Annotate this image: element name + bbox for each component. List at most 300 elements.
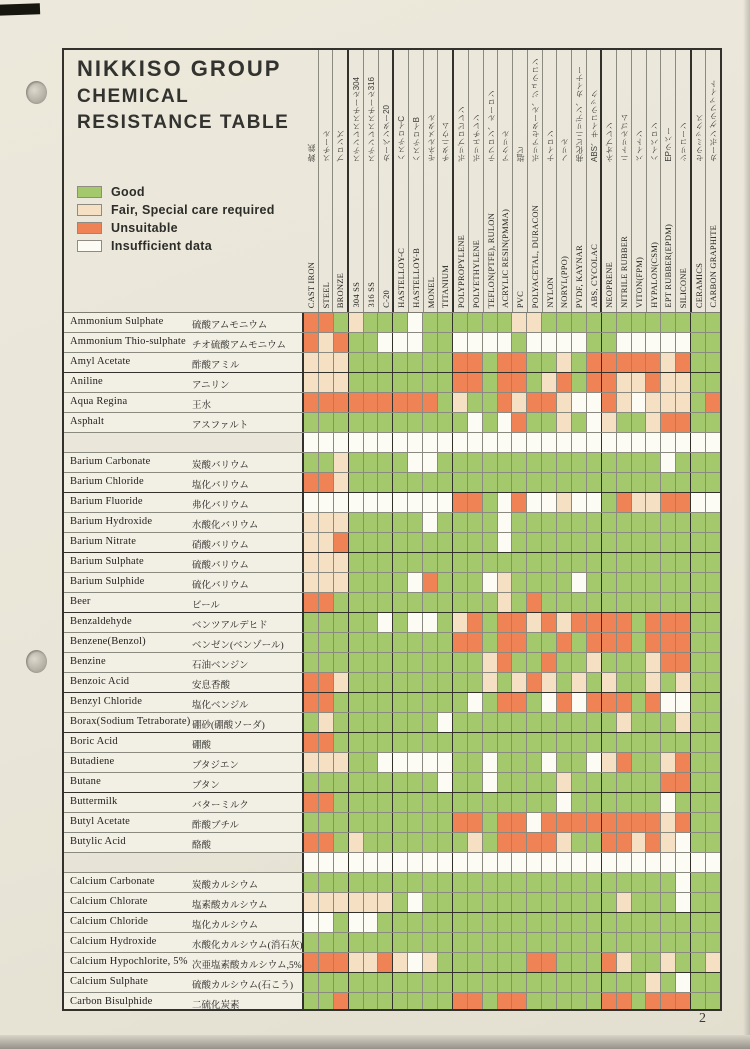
- resistance-cell: [706, 973, 720, 992]
- resistance-cell: [617, 873, 632, 892]
- resistance-cell: [468, 493, 483, 512]
- resistance-cell: [661, 733, 676, 752]
- row-label: [64, 533, 304, 552]
- scan-edge-shadow-bottom: [0, 1035, 750, 1049]
- resistance-cell: [468, 333, 483, 352]
- resistance-cell: [378, 393, 393, 412]
- resistance-cell: [319, 813, 334, 832]
- resistance-cell: [334, 693, 349, 712]
- resistance-cell: [706, 613, 720, 632]
- resistance-cell: [602, 613, 617, 632]
- column-label-en: STEEL: [320, 281, 331, 308]
- resistance-cell: [646, 933, 661, 952]
- resistance-cell: [498, 973, 513, 992]
- table-row: [64, 653, 720, 673]
- resistance-cell: [632, 533, 647, 552]
- resistance-cell: [304, 393, 319, 412]
- chemical-name-en: Butadiene: [70, 756, 115, 767]
- resistance-cell: [602, 833, 617, 852]
- resistance-cell: [334, 853, 349, 872]
- resistance-cell: [572, 973, 587, 992]
- resistance-cell: [393, 413, 408, 432]
- resistance-cell: [393, 933, 408, 952]
- resistance-cell: [483, 953, 498, 972]
- resistance-cell: [572, 413, 587, 432]
- table-row: [64, 993, 720, 1009]
- resistance-cell: [661, 453, 676, 472]
- resistance-cell: [632, 733, 647, 752]
- resistance-cell: [587, 473, 602, 492]
- resistance-cell: [453, 513, 468, 532]
- resistance-cell: [706, 373, 720, 392]
- resistance-cell: [423, 513, 438, 532]
- resistance-cell: [498, 693, 513, 712]
- resistance-cell: [334, 493, 349, 512]
- table-row: [64, 973, 720, 993]
- legend-label: Good: [111, 185, 145, 199]
- column-label-en: VITON(FPM): [633, 257, 644, 308]
- resistance-cell: [304, 613, 319, 632]
- resistance-cell: [319, 593, 334, 612]
- column-header: [394, 50, 409, 312]
- resistance-cell: [527, 873, 542, 892]
- column-header: [706, 50, 720, 312]
- resistance-cell: [602, 593, 617, 612]
- resistance-cell: [438, 753, 453, 772]
- resistance-cell: [527, 673, 542, 692]
- column-header: [602, 50, 617, 312]
- resistance-cell: [423, 913, 438, 932]
- column-label-jp: ハステロイC: [397, 116, 407, 162]
- resistance-cell: [676, 493, 691, 512]
- resistance-cell: [661, 993, 676, 1009]
- resistance-cell: [527, 593, 542, 612]
- resistance-cell: [498, 513, 513, 532]
- resistance-cell: [676, 613, 691, 632]
- resistance-cell: [632, 833, 647, 852]
- resistance-cell: [304, 693, 319, 712]
- row-label: [64, 413, 304, 432]
- resistance-cell: [453, 813, 468, 832]
- resistance-cell: [438, 393, 453, 412]
- resistance-cell: [602, 853, 617, 872]
- chemical-name-en: Benzaldehyde: [70, 616, 132, 627]
- resistance-cell: [602, 633, 617, 652]
- resistance-cell: [706, 673, 720, 692]
- table-row: [64, 513, 720, 533]
- column-label-jp: シリコーン: [678, 122, 688, 162]
- resistance-cell: [542, 713, 557, 732]
- resistance-cell: [646, 893, 661, 912]
- resistance-cell: [587, 493, 602, 512]
- resistance-cell: [334, 973, 349, 992]
- resistance-cell: [646, 373, 661, 392]
- resistance-cell: [691, 493, 706, 512]
- resistance-cell: [602, 473, 617, 492]
- resistance-cell: [617, 553, 632, 572]
- resistance-cell: [334, 813, 349, 832]
- resistance-cell: [468, 753, 483, 772]
- resistance-cell: [468, 993, 483, 1009]
- resistance-cell: [572, 913, 587, 932]
- resistance-cell: [572, 753, 587, 772]
- resistance-cell: [646, 693, 661, 712]
- resistance-cell: [527, 453, 542, 472]
- resistance-cell: [691, 853, 706, 872]
- resistance-cell: [423, 673, 438, 692]
- row-label: [64, 753, 304, 772]
- resistance-cell: [557, 653, 572, 672]
- resistance-cell: [706, 813, 720, 832]
- resistance-cell: [646, 313, 661, 332]
- resistance-cell: [319, 793, 334, 812]
- resistance-cell: [587, 673, 602, 692]
- column-label-en: MONEL: [425, 276, 436, 308]
- chemical-name-en: Borax(Sodium Tetraborate): [70, 716, 191, 727]
- resistance-cell: [468, 613, 483, 632]
- chemical-name-en: Carbon Bisulphide: [70, 996, 153, 1007]
- resistance-cell: [408, 393, 423, 412]
- resistance-cell: [498, 593, 513, 612]
- resistance-cell: [542, 733, 557, 752]
- resistance-cell: [572, 473, 587, 492]
- resistance-cell: [632, 913, 647, 932]
- resistance-cell: [617, 973, 632, 992]
- row-label: [64, 313, 304, 332]
- resistance-cell: [632, 953, 647, 972]
- resistance-cell: [378, 973, 393, 992]
- resistance-cell: [319, 873, 334, 892]
- resistance-cell: [587, 913, 602, 932]
- resistance-cell: [349, 733, 364, 752]
- resistance-cell: [408, 573, 423, 592]
- resistance-cell: [587, 653, 602, 672]
- punch-hole: [26, 81, 47, 104]
- resistance-cell: [557, 893, 572, 912]
- resistance-cell: [632, 333, 647, 352]
- resistance-cell: [527, 433, 542, 452]
- resistance-cell: [646, 473, 661, 492]
- resistance-cell: [438, 313, 453, 332]
- resistance-cell: [483, 833, 498, 852]
- resistance-cell: [632, 573, 647, 592]
- resistance-cell: [408, 953, 423, 972]
- resistance-cell: [527, 893, 542, 912]
- resistance-cell: [334, 373, 349, 392]
- resistance-cell: [676, 313, 691, 332]
- resistance-cell: [304, 713, 319, 732]
- resistance-cell: [498, 393, 513, 412]
- resistance-cell: [691, 973, 706, 992]
- resistance-cell: [378, 353, 393, 372]
- resistance-cell: [334, 473, 349, 492]
- resistance-cell: [438, 933, 453, 952]
- table-row: [64, 733, 720, 753]
- resistance-cell: [304, 593, 319, 612]
- resistance-cell: [691, 933, 706, 952]
- resistance-cell: [512, 893, 527, 912]
- resistance-cell: [364, 353, 379, 372]
- resistance-cell: [587, 613, 602, 632]
- resistance-cell: [393, 713, 408, 732]
- resistance-cell: [587, 893, 602, 912]
- resistance-cell: [408, 693, 423, 712]
- resistance-cell: [378, 433, 393, 452]
- resistance-cell: [557, 313, 572, 332]
- resistance-cell: [408, 793, 423, 812]
- resistance-cell: [572, 733, 587, 752]
- resistance-cell: [498, 953, 513, 972]
- resistance-cell: [334, 333, 349, 352]
- resistance-cell: [438, 973, 453, 992]
- resistance-cell: [364, 593, 379, 612]
- resistance-cell: [393, 593, 408, 612]
- resistance-cell: [691, 613, 706, 632]
- resistance-cell: [617, 993, 632, 1009]
- resistance-cell: [617, 913, 632, 932]
- resistance-cell: [483, 333, 498, 352]
- column-label-en: NITRILE RUBBER: [619, 236, 630, 308]
- resistance-cell: [304, 973, 319, 992]
- resistance-cell: [512, 933, 527, 952]
- column-label-en: CAST IRON: [306, 261, 316, 308]
- resistance-cell: [527, 333, 542, 352]
- resistance-cell: [572, 833, 587, 852]
- resistance-cell: [542, 353, 557, 372]
- resistance-cell: [512, 873, 527, 892]
- resistance-cell: [706, 733, 720, 752]
- resistance-cell: [393, 573, 408, 592]
- resistance-cell: [364, 453, 379, 472]
- resistance-cell: [706, 713, 720, 732]
- resistance-cell: [438, 433, 453, 452]
- resistance-cell: [378, 453, 393, 472]
- resistance-cell: [572, 553, 587, 572]
- resistance-cell: [661, 493, 676, 512]
- resistance-cell: [512, 393, 527, 412]
- resistance-cell: [512, 433, 527, 452]
- resistance-cell: [319, 313, 334, 332]
- resistance-cell: [602, 673, 617, 692]
- resistance-cell: [572, 993, 587, 1009]
- resistance-cell: [542, 433, 557, 452]
- resistance-cell: [498, 913, 513, 932]
- resistance-cell: [706, 793, 720, 812]
- resistance-cell: [423, 953, 438, 972]
- resistance-cell: [378, 953, 393, 972]
- resistance-cell: [334, 513, 349, 532]
- resistance-cell: [453, 913, 468, 932]
- resistance-cell: [661, 413, 676, 432]
- column-header: [379, 50, 395, 312]
- resistance-cell: [438, 813, 453, 832]
- resistance-cell: [364, 673, 379, 692]
- resistance-cell: [378, 893, 393, 912]
- resistance-cell: [453, 873, 468, 892]
- resistance-cell: [453, 673, 468, 692]
- resistance-cell: [423, 873, 438, 892]
- resistance-cell: [349, 833, 364, 852]
- resistance-cell: [364, 953, 379, 972]
- row-label: [64, 393, 304, 412]
- resistance-cell: [423, 933, 438, 952]
- resistance-cell: [602, 453, 617, 472]
- resistance-cell: [632, 693, 647, 712]
- resistance-cell: [646, 673, 661, 692]
- resistance-cell: [691, 553, 706, 572]
- table-row: [64, 573, 720, 593]
- resistance-cell: [632, 753, 647, 772]
- resistance-cell: [393, 993, 408, 1009]
- resistance-cell: [468, 953, 483, 972]
- resistance-cell: [408, 873, 423, 892]
- column-label-jp: ネオプレン: [605, 122, 615, 162]
- resistance-cell: [498, 453, 513, 472]
- resistance-cell: [632, 793, 647, 812]
- resistance-cell: [602, 893, 617, 912]
- resistance-cell: [364, 393, 379, 412]
- resistance-cell: [393, 653, 408, 672]
- resistance-cell: [334, 573, 349, 592]
- column-header: [617, 50, 632, 312]
- resistance-cell: [542, 493, 557, 512]
- resistance-cell: [661, 313, 676, 332]
- resistance-cell: [691, 373, 706, 392]
- resistance-cell: [691, 333, 706, 352]
- resistance-cell: [527, 473, 542, 492]
- resistance-cell: [572, 853, 587, 872]
- resistance-cell: [319, 373, 334, 392]
- resistance-cell: [349, 313, 364, 332]
- resistance-cell: [364, 553, 379, 572]
- resistance-cell: [468, 853, 483, 872]
- resistance-cell: [632, 313, 647, 332]
- resistance-cell: [498, 493, 513, 512]
- resistance-cell: [542, 393, 557, 412]
- resistance-cell: [587, 933, 602, 952]
- resistance-cell: [334, 353, 349, 372]
- column-header: [304, 50, 319, 312]
- resistance-cell: [512, 593, 527, 612]
- resistance-cell: [661, 513, 676, 532]
- resistance-cell: [587, 793, 602, 812]
- chemical-name-jp: 弗化バリウム: [192, 500, 249, 511]
- resistance-cell: [527, 513, 542, 532]
- resistance-cell: [661, 873, 676, 892]
- resistance-cell: [706, 453, 720, 472]
- resistance-cell: [319, 753, 334, 772]
- resistance-cell: [527, 933, 542, 952]
- resistance-cell: [334, 673, 349, 692]
- resistance-cell: [393, 673, 408, 692]
- resistance-cell: [468, 573, 483, 592]
- resistance-cell: [423, 313, 438, 332]
- resistance-cell: [393, 493, 408, 512]
- table-row: [64, 333, 720, 353]
- resistance-cell: [349, 973, 364, 992]
- resistance-cell: [408, 433, 423, 452]
- resistance-cell: [349, 893, 364, 912]
- column-label-jp: 鋳 鉄: [307, 143, 316, 162]
- resistance-cell: [602, 313, 617, 332]
- resistance-cell: [572, 573, 587, 592]
- resistance-cell: [512, 673, 527, 692]
- chemical-name-en: Butyl Acetate: [70, 816, 131, 827]
- resistance-cell: [483, 753, 498, 772]
- resistance-cell: [512, 853, 527, 872]
- resistance-cell: [542, 413, 557, 432]
- resistance-cell: [602, 553, 617, 572]
- resistance-cell: [676, 973, 691, 992]
- chemical-name-jp: 二硫化炭素: [192, 1000, 240, 1009]
- table-row: [64, 473, 720, 493]
- table-row: [64, 873, 720, 893]
- resistance-cell: [364, 473, 379, 492]
- chemical-name-en: Butylic Acid: [70, 836, 126, 847]
- chemical-name-en: Aqua Regina: [70, 396, 128, 407]
- resistance-cell: [483, 933, 498, 952]
- chemical-name-en: Barium Sulphide: [70, 576, 145, 587]
- resistance-cell: [334, 633, 349, 652]
- resistance-cell: [438, 713, 453, 732]
- resistance-cell: [393, 333, 408, 352]
- resistance-cell: [483, 473, 498, 492]
- resistance-cell: [542, 993, 557, 1009]
- resistance-cell: [632, 773, 647, 792]
- resistance-cell: [691, 653, 706, 672]
- legend-label: Unsuitable: [111, 221, 178, 235]
- resistance-cell: [498, 733, 513, 752]
- chemical-name-en: Barium Carbonate: [70, 456, 151, 467]
- resistance-cell: [617, 373, 632, 392]
- resistance-cell: [691, 593, 706, 612]
- resistance-cell: [527, 653, 542, 672]
- resistance-cell: [319, 393, 334, 412]
- resistance-cell: [423, 833, 438, 852]
- resistance-cell: [453, 953, 468, 972]
- row-label: [64, 493, 304, 512]
- resistance-cell: [617, 473, 632, 492]
- resistance-cell: [304, 893, 319, 912]
- resistance-cell: [676, 933, 691, 952]
- resistance-cell: [393, 553, 408, 572]
- resistance-cell: [587, 333, 602, 352]
- column-label-en: 316 SS: [365, 282, 376, 308]
- resistance-cell: [602, 913, 617, 932]
- resistance-cell: [319, 333, 334, 352]
- resistance-cell: [587, 753, 602, 772]
- resistance-cell: [691, 473, 706, 492]
- resistance-cell: [587, 713, 602, 732]
- resistance-cell: [349, 573, 364, 592]
- resistance-cell: [423, 813, 438, 832]
- resistance-cell: [349, 633, 364, 652]
- resistance-cell: [408, 473, 423, 492]
- resistance-cell: [512, 493, 527, 512]
- resistance-cell: [661, 693, 676, 712]
- resistance-cell: [587, 813, 602, 832]
- resistance-cell: [438, 333, 453, 352]
- resistance-cell: [572, 873, 587, 892]
- resistance-cell: [408, 673, 423, 692]
- chemical-name-jp: アニリン: [192, 380, 230, 391]
- row-label: [64, 953, 304, 972]
- resistance-cell: [542, 513, 557, 532]
- resistance-cell: [483, 593, 498, 612]
- resistance-cell: [349, 473, 364, 492]
- resistance-cell: [512, 573, 527, 592]
- chemical-name-en: Buttermilk: [70, 796, 118, 807]
